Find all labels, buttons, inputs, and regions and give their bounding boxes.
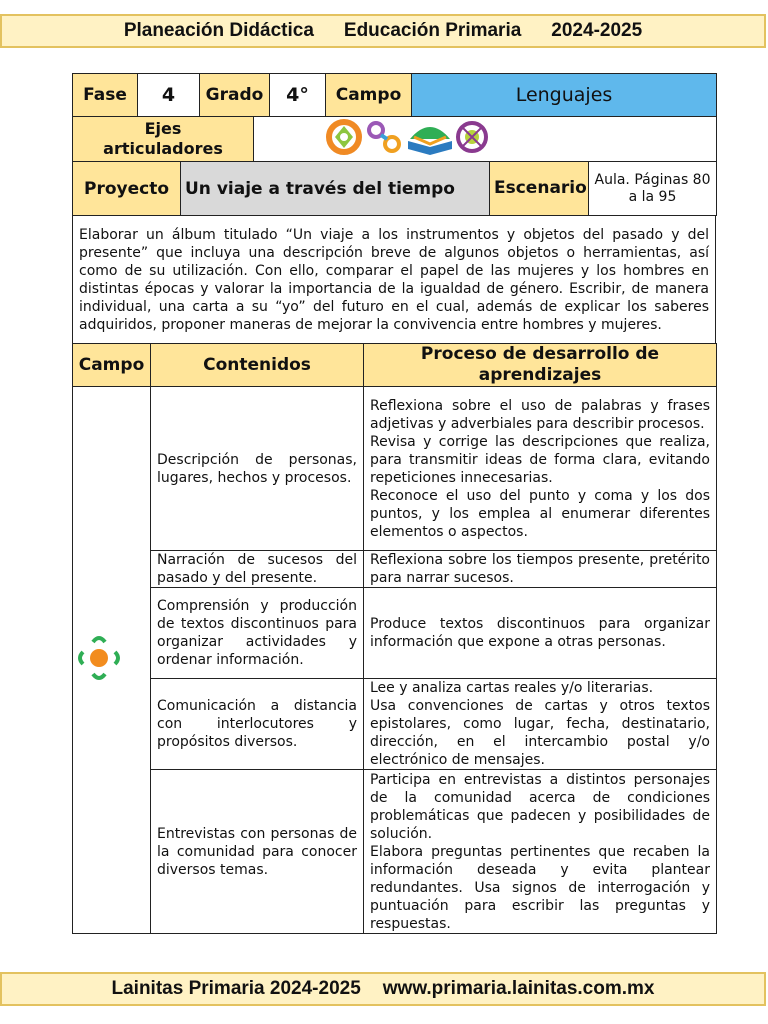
proceso-cell: Produce textos discontinuos para organizar información que expone a otras personas.	[364, 588, 717, 679]
header-title: Planeación Didáctica	[123, 20, 314, 41]
campo-icon-cell	[73, 387, 151, 934]
description-table	[72, 215, 716, 344]
proceso-cell: Reflexiona sobre el uso de palabras y frases adjetivas y adverbiales para describir procesos. Revisa y corrige las descripciones que realiza, para transmitir ideas de forma clara, evitando repeticiones innecesarias. Reconoce el uso del punto y coma y los dos puntos, y los emplea al enumerar diferentes elementos o aspectos.	[364, 387, 717, 551]
ejes-label: Ejes articuladores	[73, 117, 254, 162]
lenguajes-icon	[77, 632, 121, 684]
escenario-label: Escenario	[490, 162, 589, 216]
footer-site-name: Lainitas Primaria 2024-2025	[111, 978, 361, 999]
interculturalidad-icon	[369, 123, 399, 151]
lectura-icon	[408, 127, 452, 155]
grado-value: 4°	[270, 74, 326, 117]
proceso-cell: Lee y analiza cartas reales y/o literarias. Usa convenciones de cartas y otros textos epistolares, como lugar, fecha, destinatario, dirección, en el intercambio postal y/o electrónico de mensajes.	[364, 679, 717, 770]
campo-value: Lenguajes	[412, 74, 717, 117]
col-header-campo: Campo	[73, 344, 151, 387]
proceso-cell: Participa en entrevistas a distintos personajes de la comunidad acerca de condiciones problemáticas que padecen y posibilidades de solución. Elabora preguntas pertinentes que recaben la información deseada y evita plantear redundantes. Usa signos de interrogación y puntuación para escribir las preguntas y respuestas.	[364, 770, 717, 934]
inclusion-icon	[329, 122, 359, 152]
ejes-table	[72, 116, 717, 162]
fase-label: Fase	[73, 74, 138, 117]
header-year: 2024-2025	[551, 20, 643, 41]
contenido-cell: Comunicación a distancia con interlocutores y propósitos diversos.	[151, 679, 364, 770]
vida-saludable-icon	[458, 123, 486, 151]
header-level: Educación Primaria	[343, 20, 522, 41]
contenido-cell: Entrevistas con personas de la comunidad para conocer diversos temas.	[151, 770, 364, 934]
proceso-cell: Reflexiona sobre los tiempos presente, pretérito para narrar sucesos.	[364, 551, 717, 588]
campo-label: Campo	[326, 74, 412, 117]
escenario-value: Aula. Páginas 80 a la 95	[589, 162, 717, 216]
proyecto-label: Proyecto	[73, 162, 181, 216]
project-description: Elaborar un álbum titulado “Un viaje a los instrumentos y objetos del pasado y del presente” que incluya una descripción breve de algunos objetos o herramientas, así como de su utilización. Con ello, comparar el papel de las mujeres y los hombres en distintas épocas y valorar la importancia de la igualdad de género. Escribir, de manera individual, una carta a su “yo” del futuro en el cual, además de explicar los saberes adquiridos, proponer maneras de mejorar la convivencia entre hombres y mujeres.	[73, 216, 716, 344]
ejes-icons	[254, 117, 717, 162]
contenido-cell: Descripción de personas, lugares, hechos y procesos.	[151, 387, 364, 551]
proyecto-value: Un viaje a través del tiempo	[181, 162, 490, 216]
proyecto-table	[72, 161, 717, 216]
contenido-cell: Comprensión y producción de textos discontinuos para organizar actividades y ordenar información.	[151, 588, 364, 679]
contenido-cell: Narración de sucesos del pasado y del presente.	[151, 551, 364, 588]
footer-url: www.primaria.lainitas.com.mx	[382, 978, 655, 999]
col-header-contenidos: Contenidos	[151, 344, 364, 387]
info-table	[72, 73, 717, 117]
col-header-proceso: Proceso de desarrollo de aprendizajes	[364, 344, 717, 387]
ejes-icons-svg	[324, 117, 494, 157]
contenidos-table	[72, 343, 717, 934]
footer-banner	[0, 972, 766, 1006]
header-banner	[0, 14, 766, 48]
fase-value: 4	[138, 74, 200, 117]
grado-label: Grado	[200, 74, 270, 117]
